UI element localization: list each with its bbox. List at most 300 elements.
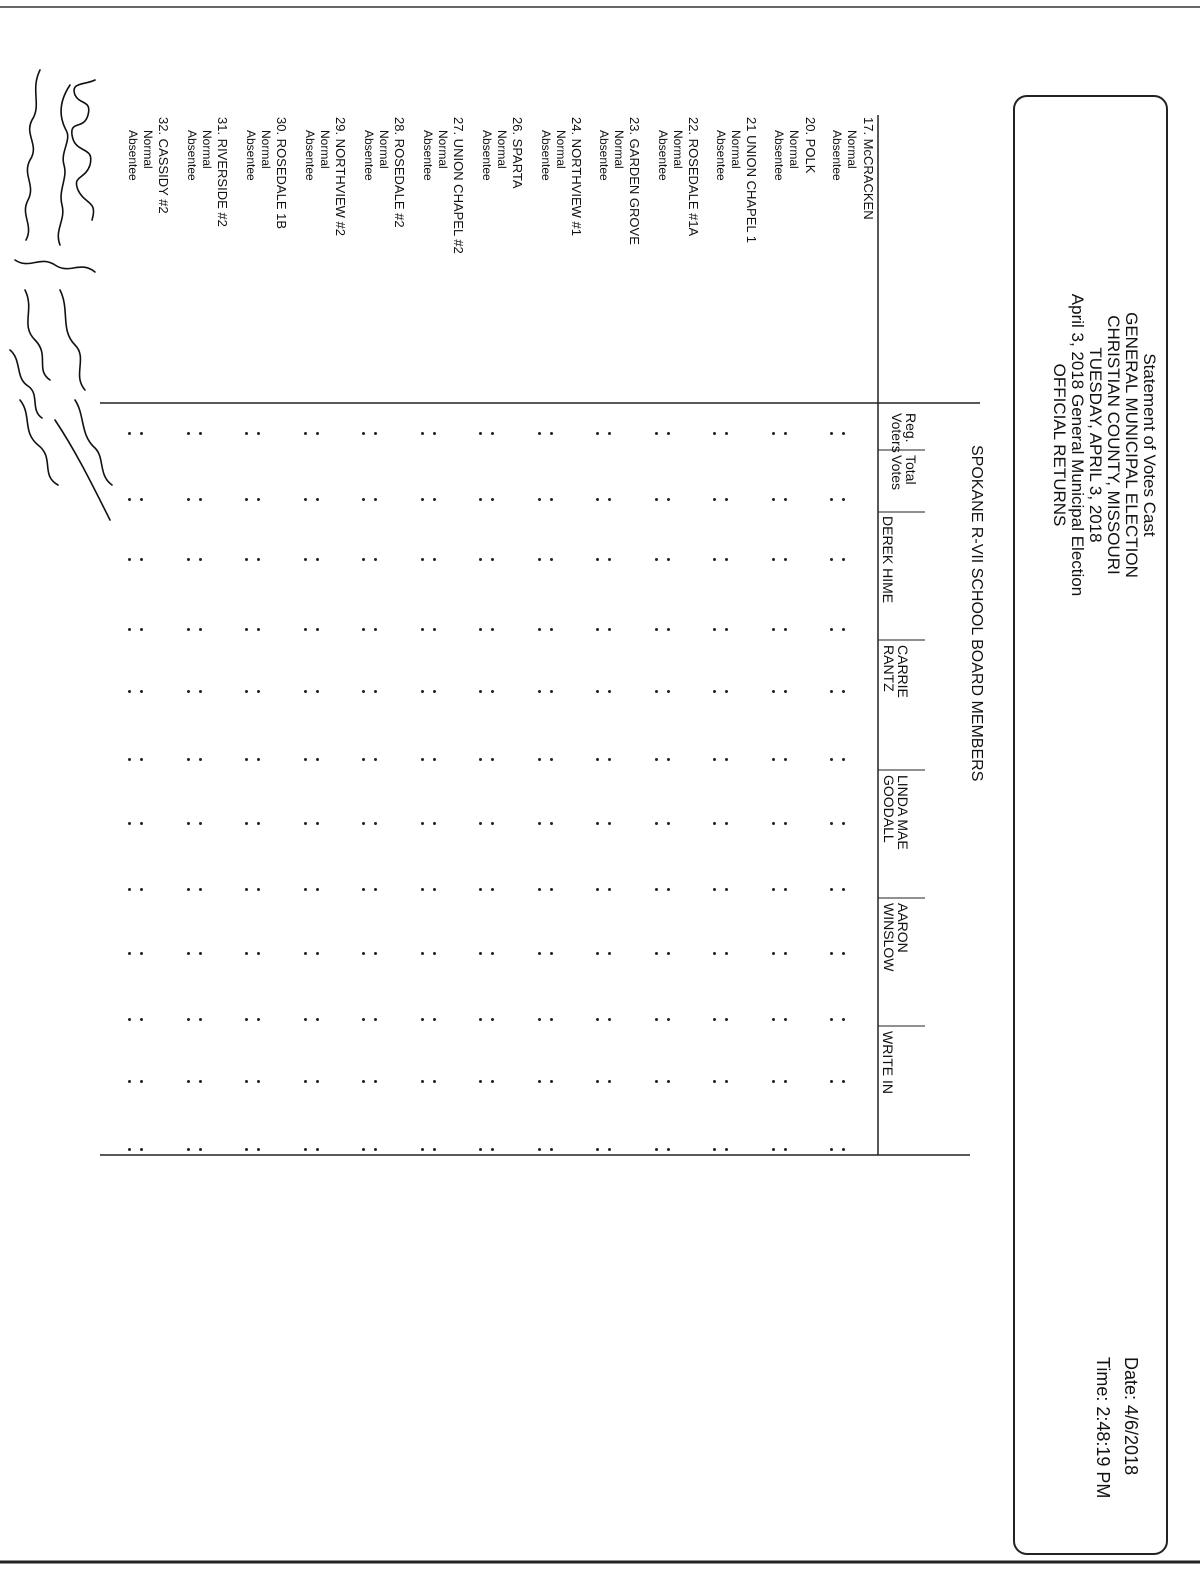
vote-value-dot	[374, 432, 377, 435]
vote-value-dot	[608, 888, 611, 891]
vote-value-dot	[842, 558, 845, 561]
vote-value-dot	[187, 952, 190, 955]
vote-value-dot	[479, 1148, 482, 1151]
vote-value-dot	[725, 432, 728, 435]
vote-value-dot	[596, 888, 599, 891]
vote-value-dot	[667, 558, 670, 561]
precinct-row-label: Absentee	[597, 130, 611, 181]
vote-value-dot	[374, 888, 377, 891]
vote-value-dot	[316, 558, 319, 561]
vote-value-dot	[538, 690, 541, 693]
vote-value-dot	[433, 432, 436, 435]
vote-value-dot	[713, 888, 716, 891]
vote-value-dot	[362, 1148, 365, 1151]
vote-value-dot	[596, 498, 599, 501]
vote-value-dot	[725, 1080, 728, 1083]
precinct-name: 21 UNION CHAPEL 1	[744, 117, 759, 243]
vote-value-dot	[538, 432, 541, 435]
vote-value-dot	[128, 822, 131, 825]
vote-value-dot	[187, 1018, 190, 1021]
vote-value-dot	[140, 1080, 143, 1083]
precinct-row-label: Normal	[436, 130, 450, 169]
precinct-row-label: Normal	[729, 130, 743, 169]
vote-value-dot	[538, 758, 541, 761]
vote-value-dot	[374, 822, 377, 825]
column-header-line: RANTZ	[881, 645, 897, 692]
vote-value-dot	[784, 558, 787, 561]
vote-value-dot	[304, 690, 307, 693]
precinct-name: 28. ROSEDALE #2	[392, 117, 407, 228]
vote-value-dot	[316, 1080, 319, 1083]
vote-value-dot	[655, 558, 658, 561]
vote-value-dot	[784, 628, 787, 631]
vote-value-dot	[596, 690, 599, 693]
vote-value-dot	[245, 888, 248, 891]
column-header-line: AARON	[895, 903, 911, 953]
vote-value-dot	[199, 758, 202, 761]
vote-value-dot	[199, 1018, 202, 1021]
column-header-line: Total	[903, 455, 919, 485]
vote-value-dot	[362, 888, 365, 891]
precinct-row-label: Absentee	[126, 130, 140, 181]
vote-value-dot	[479, 888, 482, 891]
vote-value-dot	[304, 558, 307, 561]
vote-value-dot	[713, 690, 716, 693]
vote-value-dot	[550, 498, 553, 501]
vote-value-dot	[713, 822, 716, 825]
contest-title: SPOKANE R-VII SCHOOL BOARD MEMBERS	[968, 445, 985, 782]
vote-value-dot	[304, 498, 307, 501]
precinct-row-label: Normal	[259, 130, 273, 169]
vote-value-dot	[538, 952, 541, 955]
vote-value-dot	[725, 952, 728, 955]
vote-value-dot	[421, 1080, 424, 1083]
vote-value-dot	[374, 758, 377, 761]
vote-value-dot	[608, 822, 611, 825]
vote-value-dot	[713, 558, 716, 561]
official-signatures	[0, 60, 130, 530]
report-date: Date: 4/6/2018	[1121, 1357, 1141, 1476]
vote-value-dot	[538, 1080, 541, 1083]
vote-value-dot	[830, 558, 833, 561]
vote-value-dot	[772, 952, 775, 955]
vote-value-dot	[713, 952, 716, 955]
vote-value-dot	[667, 888, 670, 891]
vote-value-dot	[655, 498, 658, 501]
vote-value-dot	[608, 690, 611, 693]
vote-value-dot	[433, 888, 436, 891]
vote-value-dot	[725, 628, 728, 631]
vote-value-dot	[842, 758, 845, 761]
vote-value-dot	[596, 758, 599, 761]
vote-value-dot	[655, 888, 658, 891]
vote-value-dot	[257, 758, 260, 761]
precinct-row-label: Normal	[671, 130, 685, 169]
precinct-name: 23. GARDEN GROVE	[627, 117, 642, 245]
vote-value-dot	[199, 822, 202, 825]
vote-value-dot	[245, 1148, 248, 1151]
vote-value-dot	[772, 888, 775, 891]
vote-value-dot	[140, 822, 143, 825]
vote-value-dot	[842, 432, 845, 435]
vote-value-dot	[140, 1148, 143, 1151]
vote-value-dot	[830, 888, 833, 891]
vote-value-dot	[245, 690, 248, 693]
vote-value-dot	[362, 432, 365, 435]
vote-value-dot	[128, 558, 131, 561]
precinct-row-label: Normal	[200, 130, 214, 169]
vote-value-dot	[491, 822, 494, 825]
vote-value-dot	[433, 822, 436, 825]
vote-value-dot	[257, 1080, 260, 1083]
vote-value-dot	[199, 498, 202, 501]
vote-value-dot	[784, 952, 787, 955]
vote-value-dot	[362, 952, 365, 955]
vote-value-dot	[830, 1018, 833, 1021]
vote-value-dot	[140, 498, 143, 501]
precinct-row-label: Absentee	[480, 130, 494, 181]
vote-value-dot	[550, 628, 553, 631]
vote-value-dot	[596, 952, 599, 955]
vote-value-dot	[479, 690, 482, 693]
column-header-line: Reg.	[903, 413, 919, 443]
precinct-row-label: Normal	[612, 130, 626, 169]
vote-value-dot	[245, 432, 248, 435]
vote-value-dot	[608, 558, 611, 561]
vote-value-dot	[421, 952, 424, 955]
column-header-linda-mae-goodall	[882, 775, 910, 850]
vote-value-dot	[725, 1148, 728, 1151]
vote-value-dot	[725, 498, 728, 501]
vote-value-dot	[128, 628, 131, 631]
vote-value-dot	[550, 558, 553, 561]
vote-value-dot	[725, 758, 728, 761]
vote-value-dot	[842, 628, 845, 631]
precinct-row-label: Normal	[554, 130, 568, 169]
vote-value-dot	[140, 432, 143, 435]
vote-value-dot	[421, 628, 424, 631]
vote-value-dot	[713, 628, 716, 631]
vote-value-dot	[257, 822, 260, 825]
vote-value-dot	[374, 498, 377, 501]
vote-value-dot	[362, 628, 365, 631]
vote-value-dot	[667, 432, 670, 435]
precinct-row-label: Absentee	[830, 130, 844, 181]
vote-value-dot	[140, 628, 143, 631]
vote-value-dot	[491, 690, 494, 693]
vote-value-dot	[538, 888, 541, 891]
vote-value-dot	[550, 952, 553, 955]
precinct-row-label: Absentee	[539, 130, 553, 181]
vote-value-dot	[491, 888, 494, 891]
vote-value-dot	[655, 432, 658, 435]
vote-value-dot	[140, 690, 143, 693]
vote-value-dot	[608, 432, 611, 435]
vote-value-dot	[713, 758, 716, 761]
vote-value-dot	[187, 822, 190, 825]
vote-value-dot	[362, 1018, 365, 1021]
vote-value-dot	[655, 628, 658, 631]
vote-value-dot	[362, 498, 365, 501]
vote-value-dot	[304, 1018, 307, 1021]
vote-value-dot	[784, 822, 787, 825]
vote-value-dot	[830, 1148, 833, 1151]
vote-value-dot	[842, 888, 845, 891]
precinct-row-label: Absentee	[656, 130, 670, 181]
vote-value-dot	[187, 628, 190, 631]
vote-value-dot	[187, 432, 190, 435]
vote-value-dot	[362, 822, 365, 825]
vote-value-dot	[433, 498, 436, 501]
vote-value-dot	[491, 1148, 494, 1151]
precinct-name: 27. UNION CHAPEL #2	[451, 117, 466, 254]
vote-value-dot	[596, 1018, 599, 1021]
vote-value-dot	[538, 1148, 541, 1151]
vote-value-dot	[772, 1148, 775, 1151]
column-header-line: WINSLOW	[881, 903, 897, 972]
precinct-row-label: Absentee	[421, 130, 435, 181]
vote-value-dot	[187, 758, 190, 761]
vote-value-dot	[608, 1018, 611, 1021]
vote-value-dot	[655, 952, 658, 955]
column-header-derek-hime	[881, 516, 895, 603]
vote-value-dot	[304, 1080, 307, 1083]
vote-value-dot	[245, 758, 248, 761]
vote-value-dot	[713, 1080, 716, 1083]
vote-value-dot	[421, 1148, 424, 1151]
vote-value-dot	[655, 822, 658, 825]
vote-value-dot	[772, 558, 775, 561]
vote-value-dot	[199, 432, 202, 435]
vote-value-dot	[140, 952, 143, 955]
vote-value-dot	[257, 1018, 260, 1021]
vote-value-dot	[316, 822, 319, 825]
vote-value-dot	[245, 952, 248, 955]
precinct-name: 32. CASSIDY #2	[156, 117, 171, 214]
vote-value-dot	[140, 758, 143, 761]
vote-value-dot	[374, 952, 377, 955]
precinct-row-label: Normal	[377, 130, 391, 169]
vote-value-dot	[772, 1018, 775, 1021]
vote-value-dot	[550, 822, 553, 825]
precinct-row-label: Absentee	[772, 130, 786, 181]
vote-value-dot	[784, 690, 787, 693]
vote-value-dot	[784, 432, 787, 435]
vote-value-dot	[655, 690, 658, 693]
vote-value-dot	[257, 888, 260, 891]
vote-value-dot	[421, 758, 424, 761]
vote-value-dot	[491, 628, 494, 631]
vote-value-dot	[550, 758, 553, 761]
vote-value-dot	[772, 758, 775, 761]
precinct-row-label: Absentee	[244, 130, 258, 181]
vote-value-dot	[316, 498, 319, 501]
vote-value-dot	[128, 758, 131, 761]
column-header-line: GOODALL	[881, 775, 897, 843]
vote-value-dot	[667, 690, 670, 693]
vote-value-dot	[304, 758, 307, 761]
header-line: OFFICIAL RETURNS	[1050, 363, 1069, 527]
precinct-name: 31. RIVERSIDE #2	[215, 117, 230, 227]
vote-value-dot	[421, 1018, 424, 1021]
vote-value-dot	[784, 888, 787, 891]
vote-value-dot	[596, 1148, 599, 1151]
vote-value-dot	[140, 558, 143, 561]
vote-value-dot	[479, 628, 482, 631]
vote-value-dot	[538, 1018, 541, 1021]
vote-value-dot	[479, 1018, 482, 1021]
precinct-name: 24. NORTHVIEW #1	[569, 117, 584, 236]
vote-value-dot	[257, 1148, 260, 1151]
vote-value-dot	[128, 888, 131, 891]
vote-value-dot	[128, 1080, 131, 1083]
vote-value-dot	[316, 888, 319, 891]
vote-value-dot	[491, 432, 494, 435]
vote-value-dot	[550, 1018, 553, 1021]
vote-value-dot	[772, 432, 775, 435]
vote-value-dot	[316, 690, 319, 693]
vote-value-dot	[842, 1080, 845, 1083]
vote-value-dot	[538, 498, 541, 501]
vote-value-dot	[316, 432, 319, 435]
vote-value-dot	[187, 888, 190, 891]
vote-value-dot	[667, 758, 670, 761]
vote-value-dot	[550, 1148, 553, 1151]
vote-value-dot	[655, 758, 658, 761]
vote-value-dot	[362, 690, 365, 693]
vote-value-dot	[433, 952, 436, 955]
vote-value-dot	[725, 558, 728, 561]
vote-value-dot	[830, 690, 833, 693]
vote-value-dot	[304, 628, 307, 631]
column-header-line: WRITE IN	[880, 1031, 896, 1094]
vote-value-dot	[491, 1080, 494, 1083]
vote-value-dot	[608, 758, 611, 761]
vote-value-dot	[713, 1018, 716, 1021]
vote-value-dot	[830, 758, 833, 761]
vote-value-dot	[374, 558, 377, 561]
vote-value-dot	[713, 1148, 716, 1151]
header-line: CHRISTIAN COUNTY, MISSOURI	[1104, 315, 1123, 575]
vote-value-dot	[316, 628, 319, 631]
vote-value-dot	[199, 690, 202, 693]
vote-value-dot	[421, 888, 424, 891]
vote-value-dot	[608, 498, 611, 501]
precinct-row-label: Absentee	[185, 130, 199, 181]
vote-value-dot	[596, 628, 599, 631]
vote-value-dot	[725, 690, 728, 693]
vote-value-dot	[187, 558, 190, 561]
vote-value-dot	[140, 1018, 143, 1021]
vote-value-dot	[830, 952, 833, 955]
vote-value-dot	[538, 822, 541, 825]
vote-value-dot	[245, 628, 248, 631]
vote-value-dot	[479, 822, 482, 825]
vote-value-dot	[257, 432, 260, 435]
vote-value-dot	[187, 690, 190, 693]
precinct-row-label: Absentee	[714, 130, 728, 181]
vote-value-dot	[257, 690, 260, 693]
vote-value-dot	[596, 822, 599, 825]
precinct-row-label: Normal	[141, 130, 155, 169]
vote-value-dot	[128, 690, 131, 693]
column-header-line: Votes	[889, 455, 905, 491]
vote-value-dot	[772, 628, 775, 631]
vote-value-dot	[667, 952, 670, 955]
vote-value-dot	[784, 1080, 787, 1083]
vote-value-dot	[245, 1080, 248, 1083]
precinct-row-label: Absentee	[303, 130, 317, 181]
vote-value-dot	[316, 952, 319, 955]
vote-value-dot	[128, 952, 131, 955]
vote-value-dot	[433, 628, 436, 631]
vote-value-dot	[608, 1080, 611, 1083]
precinct-name: 30. ROSEDALE 1B	[274, 117, 289, 229]
vote-value-dot	[304, 952, 307, 955]
vote-value-dot	[316, 1018, 319, 1021]
vote-value-dot	[725, 888, 728, 891]
vote-value-dot	[772, 1080, 775, 1083]
vote-value-dot	[187, 498, 190, 501]
vote-value-dot	[491, 498, 494, 501]
vote-value-dot	[596, 558, 599, 561]
vote-value-dot	[316, 758, 319, 761]
vote-value-dot	[374, 1018, 377, 1021]
vote-value-dot	[596, 1080, 599, 1083]
vote-value-dot	[842, 952, 845, 955]
vote-value-dot	[257, 498, 260, 501]
precinct-row-label: Normal	[318, 130, 332, 169]
vote-value-dot	[245, 1018, 248, 1021]
vote-value-dot	[479, 758, 482, 761]
vote-value-dot	[304, 1148, 307, 1151]
vote-value-dot	[257, 952, 260, 955]
vote-value-dot	[550, 888, 553, 891]
column-header-line: CARRIE	[895, 645, 911, 698]
vote-value-dot	[128, 1018, 131, 1021]
vote-value-dot	[830, 822, 833, 825]
vote-value-dot	[725, 1018, 728, 1021]
vote-value-dot	[433, 1148, 436, 1151]
vote-value-dot	[596, 432, 599, 435]
vote-value-dot	[608, 952, 611, 955]
vote-value-dot	[491, 558, 494, 561]
vote-value-dot	[304, 432, 307, 435]
vote-value-dot	[374, 1148, 377, 1151]
vote-value-dot	[842, 498, 845, 501]
vote-value-dot	[538, 558, 541, 561]
vote-value-dot	[830, 432, 833, 435]
vote-value-dot	[772, 822, 775, 825]
vote-value-dot	[713, 498, 716, 501]
vote-value-dot	[491, 1018, 494, 1021]
vote-value-dot	[725, 822, 728, 825]
vote-value-dot	[433, 690, 436, 693]
vote-value-dot	[304, 822, 307, 825]
precinct-row-label: Normal	[845, 130, 859, 169]
vote-value-dot	[199, 1148, 202, 1151]
vote-value-dot	[362, 1080, 365, 1083]
vote-value-dot	[433, 1018, 436, 1021]
header-line: GENERAL MUNICIPAL ELECTION	[1122, 312, 1141, 578]
vote-value-dot	[550, 432, 553, 435]
vote-value-dot	[772, 498, 775, 501]
vote-value-dot	[667, 1148, 670, 1151]
vote-value-dot	[655, 1080, 658, 1083]
vote-value-dot	[667, 1018, 670, 1021]
vote-value-dot	[257, 558, 260, 561]
precinct-name: 26. SPARTA	[510, 117, 525, 189]
